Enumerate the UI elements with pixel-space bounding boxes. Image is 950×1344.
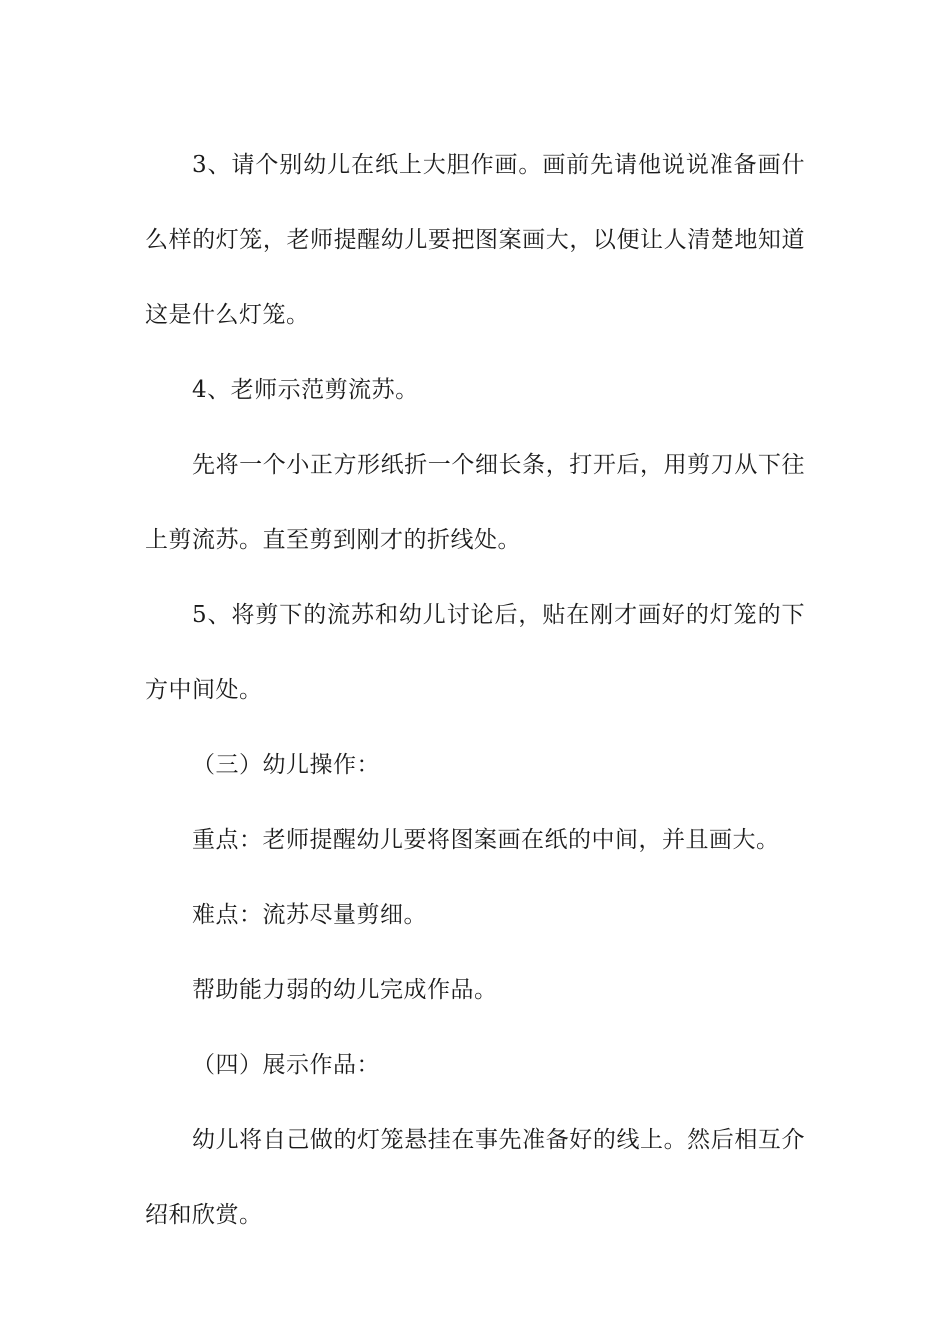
paragraph-step-3: 3、请个别幼儿在纸上大胆作画。画前先请他说说准备画什么样的灯笼，老师提醒幼儿要把图案画大，以便让人清楚地知道这是什么灯笼。 <box>145 152 805 328</box>
paragraph-display: 幼儿将自己做的灯笼悬挂在事先准备好的线上。然后相互介绍和欣赏。 <box>145 1127 805 1228</box>
paragraph-step-4-detail: 先将一个小正方形纸折一个细长条，打开后，用剪刀从下往上剪流苏。直至剪到刚才的折线处。 <box>145 452 805 553</box>
section-heading-child-operation: （三）幼儿操作： <box>192 752 380 778</box>
paragraph-step-5: 5、将剪下的流苏和幼儿讨论后，贴在刚才画好的灯笼的下方中间处。 <box>145 602 805 703</box>
paragraph-help: 帮助能力弱的幼儿完成作品。 <box>192 977 498 1003</box>
document-body <box>145 128 805 1253</box>
paragraph-step-4: 4、老师示范剪流苏。 <box>192 377 419 403</box>
paragraph-difficulty: 难点：流苏尽量剪细。 <box>192 902 427 928</box>
paragraph-key-point: 重点：老师提醒幼儿要将图案画在纸的中间，并且画大。 <box>192 827 780 853</box>
section-heading-display-works: （四）展示作品： <box>192 1052 380 1078</box>
